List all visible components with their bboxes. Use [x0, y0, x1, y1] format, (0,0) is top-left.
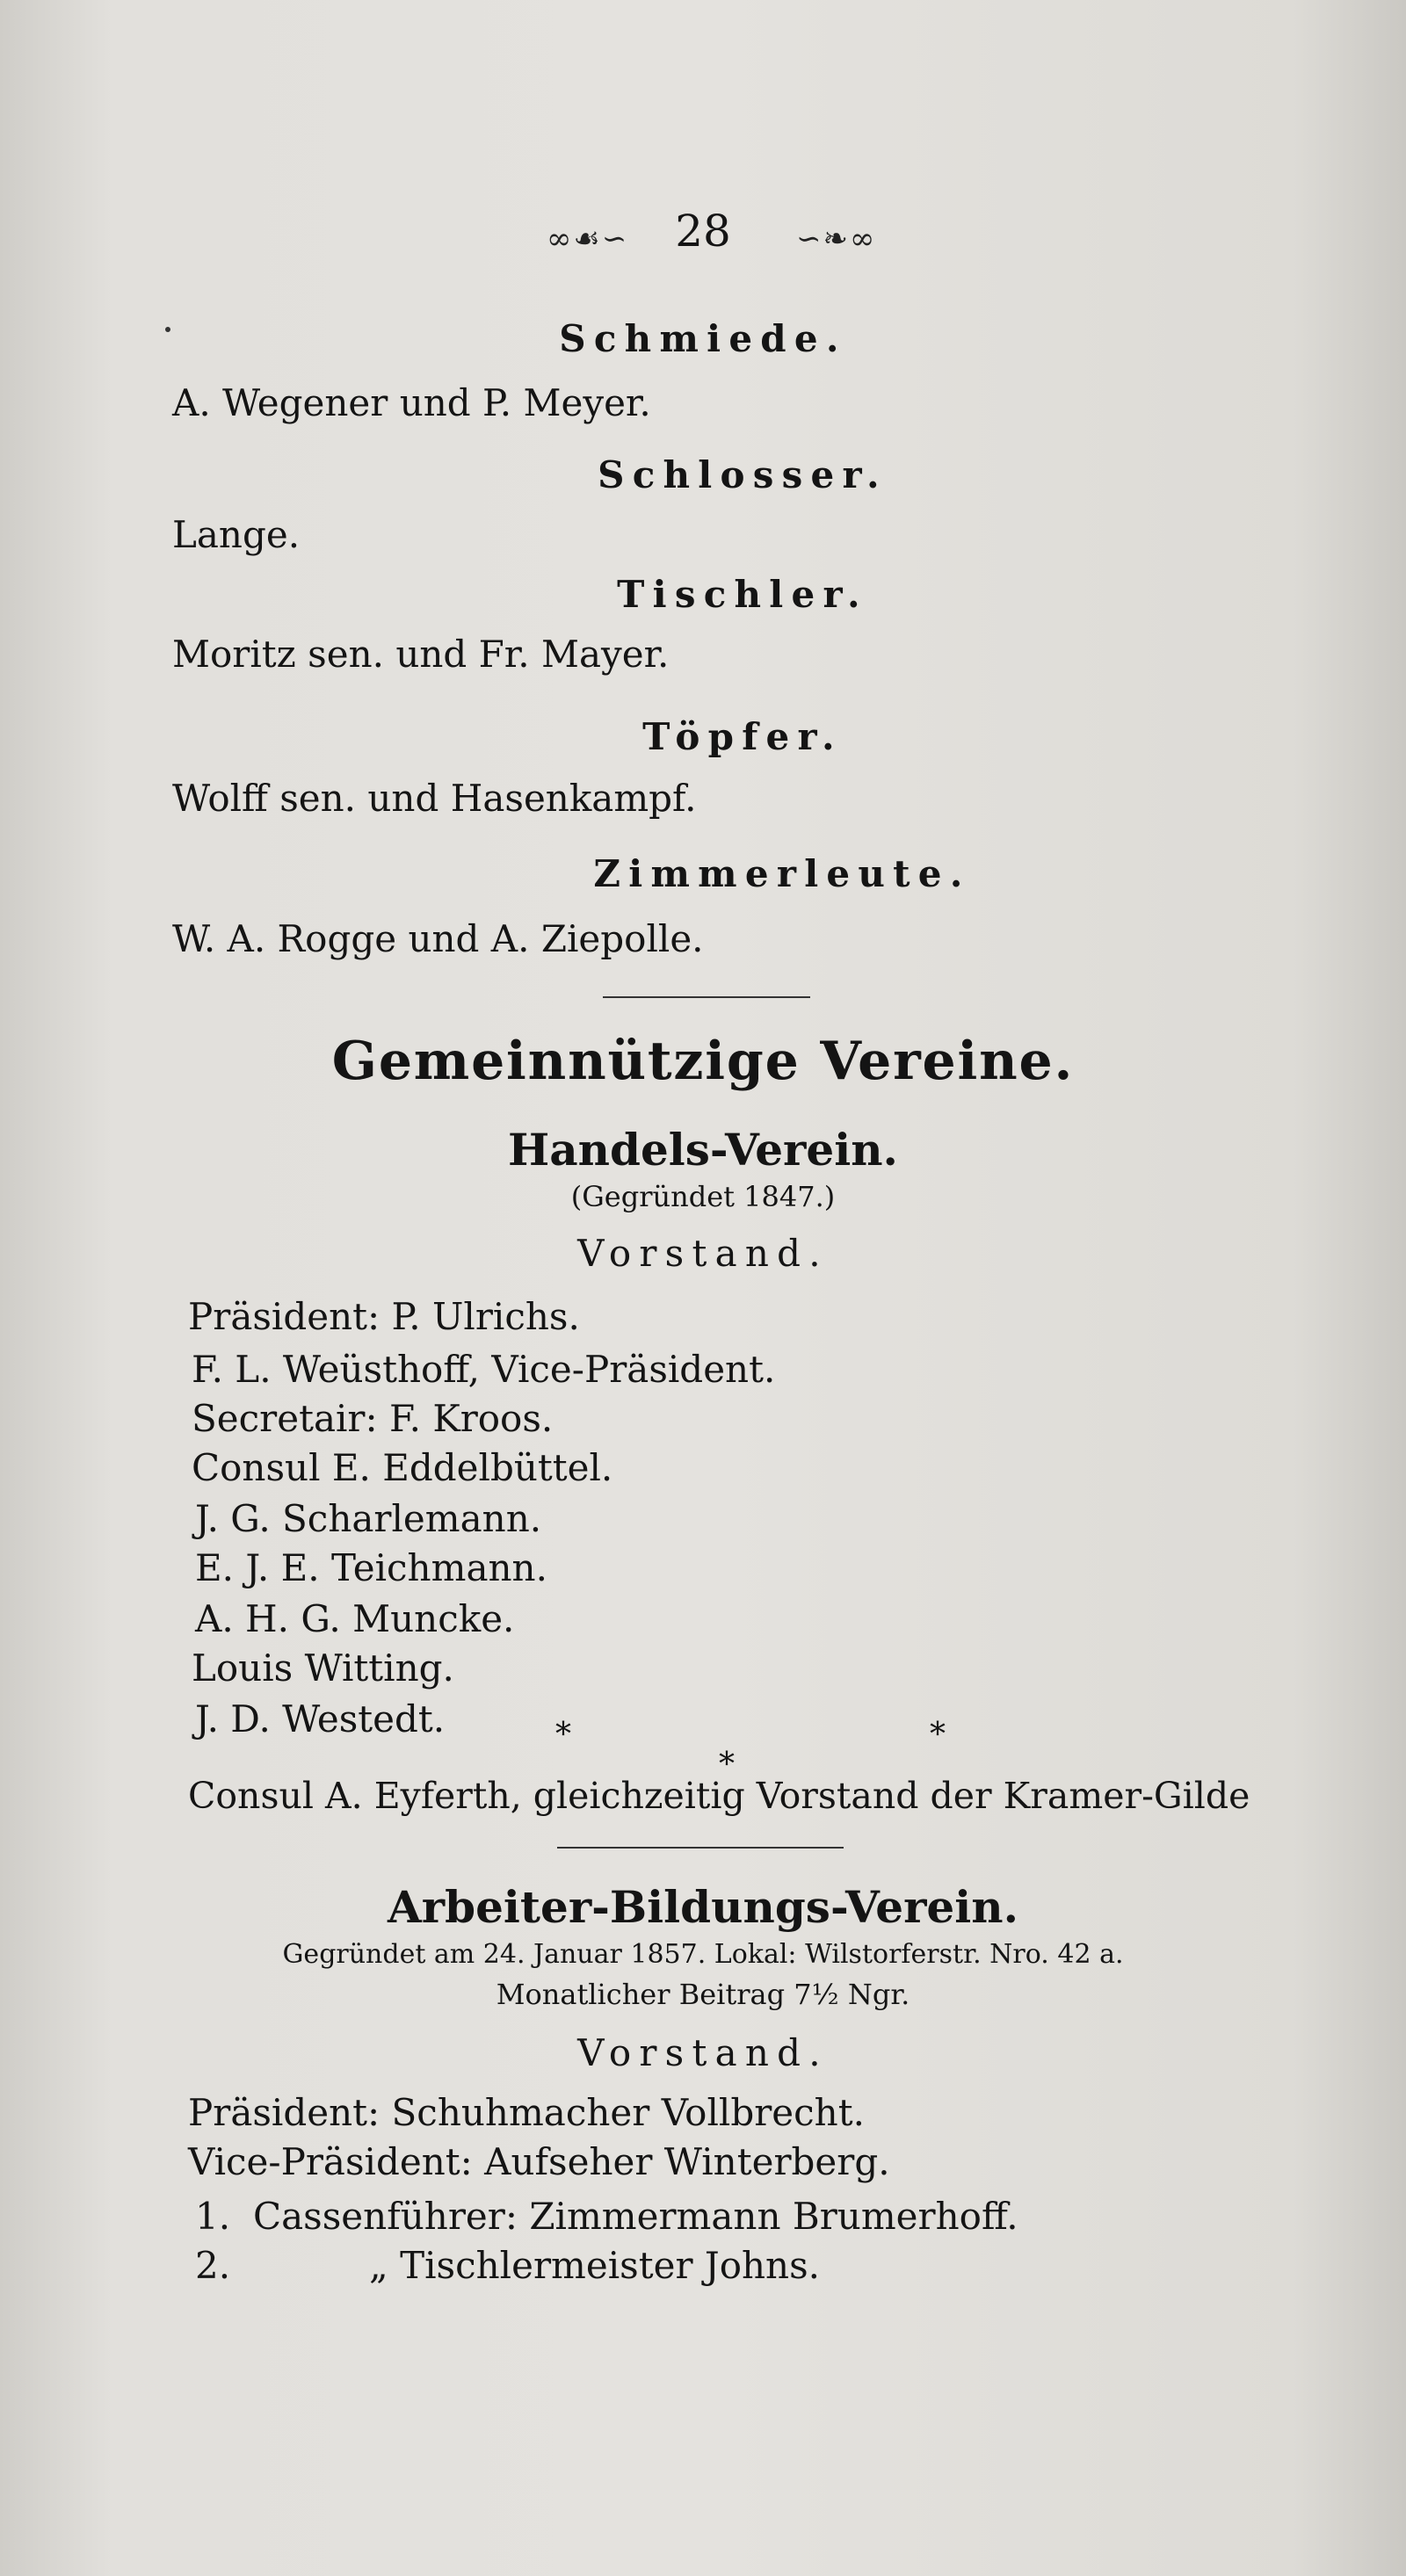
page-number: 28	[675, 206, 731, 257]
member-number: 1.	[195, 2195, 231, 2238]
board-member: Secretair: F. Kroos.	[192, 1397, 554, 1440]
board-member: „ Tischlermeister Johns.	[369, 2244, 821, 2287]
trade-entry: Wolff sen. und Hasenkampf.	[172, 777, 697, 820]
fee-note: Monatlicher Beitrag 7½ Ngr.	[496, 1978, 910, 2011]
trade-heading: Zimmerleute.	[593, 852, 971, 895]
member-number: 2.	[195, 2244, 231, 2287]
right-ornament: ∽❧∞	[796, 221, 877, 257]
trade-entry: W. A. Rogge und A. Ziepolle.	[172, 917, 704, 960]
trade-heading: Schmiede.	[559, 317, 847, 360]
board-heading: Vorstand.	[577, 1232, 829, 1275]
board-member: Cassenführer: Zimmermann Brumerhoff.	[253, 2195, 1018, 2238]
board-member: Louis Witting.	[192, 1646, 454, 1690]
board-member: Vice-Präsident: Aufseher Winterberg.	[188, 2140, 890, 2183]
board-member: Consul E. Eddelbüttel.	[192, 1446, 613, 1489]
board-member: A. H. G. Muncke.	[195, 1597, 515, 1640]
trade-entry: Lange.	[172, 513, 301, 556]
trade-heading: Schlosser.	[598, 453, 888, 496]
trade-heading: Töpfer.	[642, 715, 843, 758]
founded-note: Gegründet am 24. Januar 1857. Lokal: Wilstorferstr. Nro. 42 a.	[282, 1939, 1124, 1970]
board-member: Präsident: P. Ulrichs.	[188, 1295, 580, 1338]
asterisk: *	[555, 1717, 571, 1753]
trade-heading: Tischler.	[617, 573, 868, 616]
board-member: F. L. Weüsthoff, Vice-Präsident.	[192, 1348, 776, 1391]
board-heading: Vorstand.	[577, 2031, 829, 2074]
founded-note: (Gegründet 1847.)	[570, 1180, 836, 1213]
trade-entry: Moritz sen. und Fr. Mayer.	[172, 633, 670, 676]
board-member: Präsident: Schuhmacher Vollbrecht.	[188, 2091, 865, 2134]
divider-rule	[603, 996, 810, 998]
consul-note: Consul A. Eyferth, gleichzeitig Vorstand der Kramer-Gilde	[188, 1775, 1250, 1817]
asterisk: *	[930, 1717, 946, 1753]
board-member: E. J. E. Teichmann.	[195, 1546, 547, 1589]
board-member: J. D. Westedt.	[195, 1697, 446, 1740]
asterisk: *	[719, 1747, 735, 1783]
board-member: J. G. Scharlemann.	[195, 1497, 542, 1540]
club-title: Handels-Verein.	[508, 1124, 898, 1176]
left-ornament: ∞☙∽	[547, 221, 629, 257]
trade-entry: A. Wegener und P. Meyer.	[172, 381, 651, 424]
club-title: Arbeiter-Bildungs-Verein.	[388, 1881, 1018, 1933]
section-title: Gemeinnützige Vereine.	[331, 1031, 1075, 1092]
divider-rule	[557, 1847, 844, 1849]
